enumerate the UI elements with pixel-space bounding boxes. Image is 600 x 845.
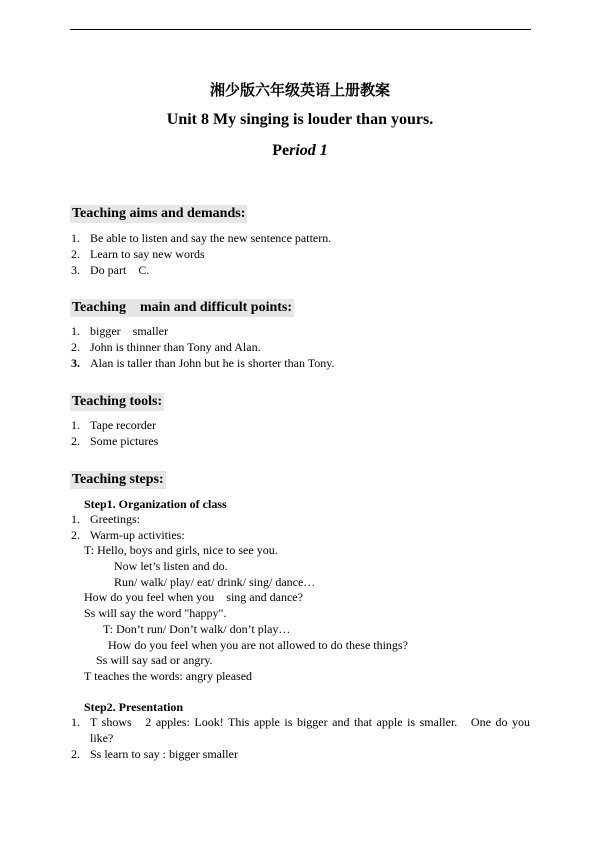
list-item <box>71 339 334 355</box>
steps-heading: Teaching steps: <box>72 472 164 487</box>
list-item <box>71 433 158 449</box>
dialogue-line: How do you feel when you sing and dance? <box>84 590 303 604</box>
list-text: T shows 2 apples: Look! This apple is bigger and that apple is smaller. One do you <box>90 715 530 729</box>
list-text: Be able to listen and say the new sentence pattern. <box>90 231 332 245</box>
list-text: Do part C. <box>90 263 150 277</box>
dialogue-line: Run/ walk/ play/ eat/ drink/ sing/ dance… <box>114 575 316 589</box>
list-text: bigger smaller <box>90 324 168 338</box>
list-number: 1. <box>71 324 80 338</box>
list-item <box>71 262 331 278</box>
dialogue-line: T: Don’t run/ Don’t walk/ don’t play… <box>103 622 291 636</box>
period-italic: riod 1 <box>289 142 328 159</box>
list-number: 2. <box>71 340 80 354</box>
step1-title: Step1. Organization of class <box>84 497 227 511</box>
points-heading: Teaching main and difficult points: <box>72 300 293 315</box>
chinese-title: 湘少版六年级英语上册教案 <box>209 81 390 99</box>
list-item <box>71 417 158 433</box>
points-list <box>71 323 334 371</box>
dialogue-line: Ss will say sad or angry. <box>96 653 213 667</box>
list-item <box>71 323 334 339</box>
list-number: 3. <box>71 356 80 370</box>
list-item <box>71 230 331 246</box>
unit-title: Unit 8 My singing is louder than yours. <box>166 111 434 128</box>
dialogue-line: T teaches the words: angry pleased <box>84 669 253 683</box>
dialogue-line: T: Hello, boys and girls, nice to see you. <box>84 543 278 557</box>
list-text: Alan is taller than John but he is shorter than Tony. <box>90 356 335 370</box>
list-number: 1. <box>71 512 80 526</box>
list-text-continued: like? <box>90 731 114 745</box>
list-item <box>71 355 334 371</box>
list-text: John is thinner than Tony and Alan. <box>90 340 261 354</box>
dialogue-line: Now let’s listen and do. <box>114 559 228 573</box>
aims-heading: Teaching aims and demands: <box>72 206 246 221</box>
list-number: 2. <box>71 434 80 448</box>
dialogue-line: How do you feel when you are not allowed to do these things? <box>108 638 408 652</box>
period-title <box>0 142 600 160</box>
step1-list <box>71 511 185 543</box>
list-number: 2. <box>71 747 80 761</box>
list-number: 2. <box>71 528 80 542</box>
step2-title: Step2. Presentation <box>84 700 184 714</box>
list-number: 3. <box>71 263 80 277</box>
list-item <box>71 527 185 543</box>
period-prefix: Pe <box>272 142 290 159</box>
tools-heading: Teaching tools: <box>72 394 163 409</box>
list-item <box>71 246 331 262</box>
list-text: Greetings: <box>90 512 140 526</box>
aims-list <box>71 230 331 278</box>
list-number: 1. <box>71 715 80 729</box>
header-rule <box>70 29 531 30</box>
list-text: Warm-up activities: <box>90 528 185 542</box>
list-text: Ss learn to say : bigger smaller <box>90 747 238 761</box>
list-text: Tape recorder <box>90 418 157 432</box>
dialogue-line: Ss will say the word "happy". <box>84 606 227 620</box>
list-number: 1. <box>71 231 80 245</box>
list-text: Some pictures <box>90 434 159 448</box>
list-item <box>71 511 185 527</box>
tools-list <box>71 417 158 449</box>
list-number: 1. <box>71 418 80 432</box>
list-text: Learn to say new words <box>90 247 205 261</box>
list-number: 2. <box>71 247 80 261</box>
